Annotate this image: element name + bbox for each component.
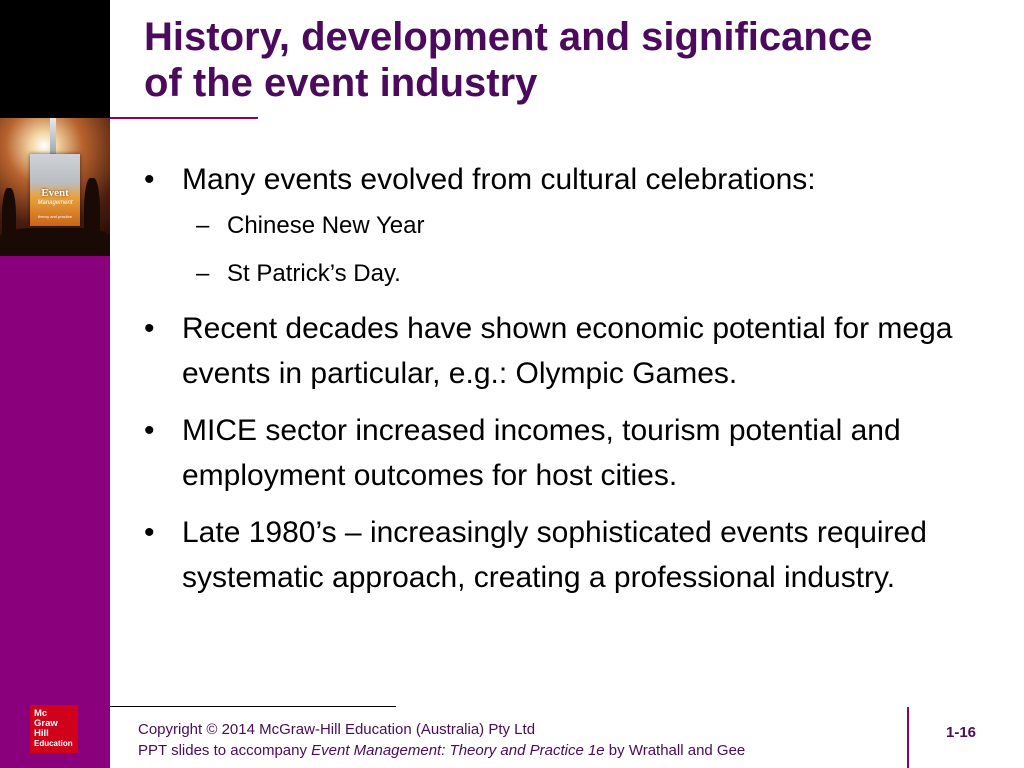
book-title: Event Management: Theory and Practice 1e [311,742,605,759]
slide-title [144,14,1004,106]
slide-body [144,157,1014,612]
sub-bullet-text: St Patrick’s Day. [227,260,401,287]
book-subtitle: Management [37,200,73,206]
footer-rule [110,706,396,707]
bullet-item: • MICE sector increased incomes, tourism potential and employment outcomes for host cities. [144,408,1014,498]
sidebar-top-block [0,0,110,118]
sub-bullet-item [144,210,1014,242]
title-underline [110,117,258,119]
accompany-line: PPT slides to accompany Event Management: Theory and Practice 1e by Wrathall and Gee [138,742,746,759]
sub-bullet-item [144,258,1014,290]
dash-icon: – [196,260,210,287]
footer-divider [907,707,909,768]
copyright-line: Copyright © 2014 McGraw-Hill Education (Australia) Pty Ltd [138,721,536,738]
slide-number: 1-16 [945,724,977,741]
slide-title-line2: of the event industry [144,61,538,105]
bullet-item: • Many events evolved from cultural celebrations: [144,157,1014,202]
book-cover [30,154,80,226]
footer-copyright [138,719,745,761]
book-logo: Event [41,187,69,199]
lanyard-icon [50,118,56,158]
sub-bullet-text: Chinese New Year [227,212,425,239]
book-cover-image [0,118,110,256]
book-tagline: theory and practice [37,214,73,219]
bullet-item: • Late 1980’s – increasingly sophisticated events required systematic approach, creating a professional industry. [144,510,1014,600]
mcgraw-hill-logo: Mc Graw Hill Education [30,705,78,753]
dash-icon: – [196,212,210,239]
slide-title-line1: History, development and significance [144,15,873,59]
bullet-item: • Recent decades have shown economic potential for mega events in particular, e.g.: Olympic Games. [144,306,1014,396]
sidebar-purple-band [0,256,110,768]
